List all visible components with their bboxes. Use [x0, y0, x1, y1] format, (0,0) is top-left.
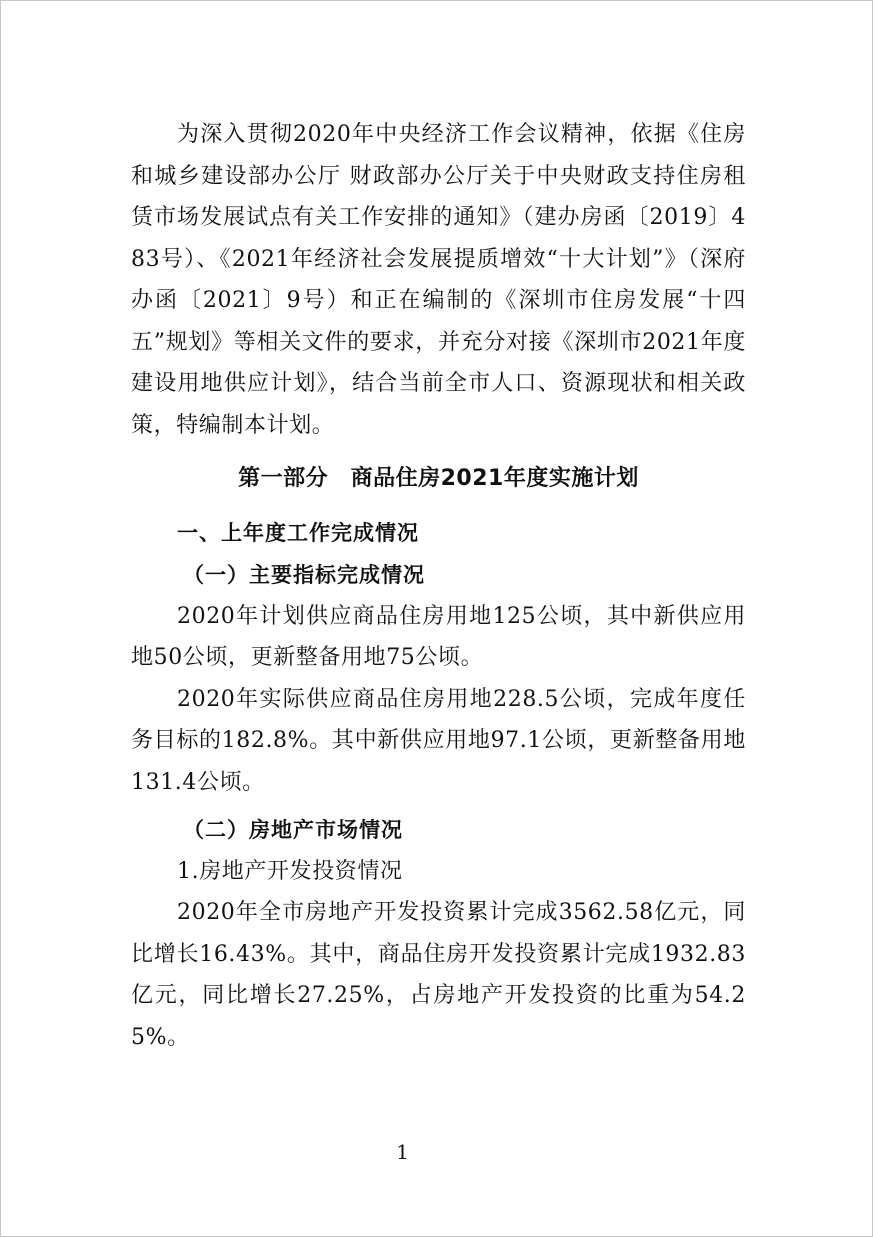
subsection-1-paragraph-1: 2020年计划供应商品住房用地125公顷，其中新供应用地50公顷，更新整备用地75公顷。: [131, 603, 746, 670]
subsection-1-paragraph-2: 2020年实际供应商品住房用地228.5公顷，完成年度任务目标的182.8%。其中新供应用地97.1公顷，更新整备用地131.4公顷。: [131, 686, 746, 795]
subsection-heading-2: （二）房地产市场情况: [183, 817, 403, 842]
subsection-heading-1: （一）主要指标完成情况: [183, 562, 425, 587]
page-number: 1: [396, 1140, 409, 1164]
item-paragraph: 2020年全市房地产开发投资累计完成3562.58亿元，同比增长16.43%。其中，商品住房开发投资累计完成1932.83亿元，同比增长27.25%，占房地产开发投资的比重为54.25%。: [131, 900, 746, 1050]
item-heading: 1.房地产开发投资情况: [177, 858, 403, 884]
section-heading: 一、上年度工作完成情况: [177, 521, 419, 545]
document-body: [131, 114, 746, 1058]
intro-paragraph: 为深入贯彻2020年中央经济工作会议精神，依据《住房和城乡建设部办公厅 财政部办公厅关于中央财政支持住房租赁市场发展试点有关工作安排的通知》（建办房函〔2019〕483号）、《2021年经济社会发展提质增效“十大计划”》（深府办函〔2021〕9号）和正在编制的《深圳市住房发展“十四五”规划》等相关文件的要求，并充分对接《深圳市2021年度建设用地供应计划》，结合当前全市人口、资源现状和相关政策，特编制本计划。: [131, 122, 746, 438]
part-title: 第一部分 商品住房2021年度实施计划: [238, 466, 639, 491]
